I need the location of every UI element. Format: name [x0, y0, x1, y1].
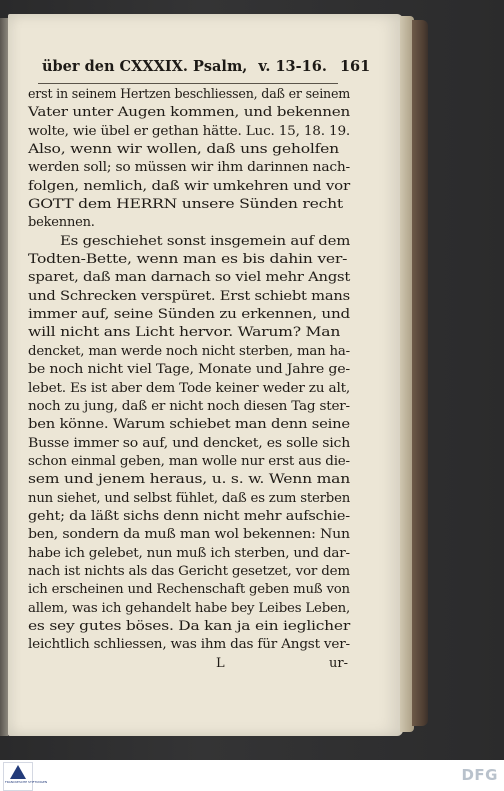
text-line: Busse immer so auf, und dencket, es solle sich — [28, 435, 351, 451]
logo-text: FRANCKESCHE STIFTUNGEN — [5, 780, 48, 784]
text-line: folgen, nemlich, daß wir umkehren und vor — [28, 178, 350, 194]
text-line: be noch nicht viel Tage, Monate und Jahre ge- — [28, 362, 351, 378]
page-foot — [28, 656, 348, 674]
signature-mark: L — [216, 656, 225, 671]
text-line: geht; da läßt sichs denn nicht mehr aufschie- — [28, 508, 350, 524]
franckesche-stiftungen-logo[interactable] — [3, 762, 48, 791]
text-line: bekennen. — [28, 215, 95, 231]
text-line: allem, was ich gehandelt habe bey Leibes Leben, — [28, 600, 351, 616]
viewer-footer — [0, 760, 504, 791]
text-line: dencket, man werde noch nicht sterben, man ha- — [28, 343, 350, 359]
text-line: und Schrecken verspüret. Erst schiebt mans — [28, 288, 350, 304]
text-line: nun siehet, und selbst fühlet, daß es zum sterben — [28, 490, 351, 506]
logo-emblem-icon — [10, 765, 26, 779]
text-line: will nicht ans Licht hervor. Warum? Man — [28, 325, 341, 341]
text-line: schon einmal geben, man wolle nur erst aus die- — [28, 453, 350, 469]
text-line: nach ist nichts als das Gericht gesetzet, vor dem — [28, 563, 350, 579]
book-page — [8, 14, 403, 736]
text-line: lebet. Es ist aber dem Tode keiner weder zu alt, — [28, 380, 351, 396]
book-cover-edge — [412, 20, 428, 726]
running-head — [42, 58, 371, 82]
text-line: werden soll; so müssen wir ihm darinnen nach- — [28, 160, 351, 176]
body-text — [28, 86, 351, 655]
text-line: habe ich gelebet, nun muß ich sterben, und dar- — [28, 545, 350, 561]
text-line: erst in seinem Hertzen beschliessen, daß er seinem — [28, 87, 351, 102]
page-number: 161 — [339, 58, 371, 75]
text-line: Todten-Bette, wenn man es bis dahin ver- — [28, 252, 348, 268]
text-line: ben, sondern da muß man wol bekennen: Nun — [28, 527, 350, 543]
text-line: sem und jenem heraus, u. s. w. Wenn man — [28, 472, 351, 488]
text-line: noch zu jung, daß er nicht noch diesen Tag ster- — [28, 398, 350, 414]
catchword: ur- — [329, 656, 348, 671]
running-head-verses: v. 13-16. — [258, 58, 327, 75]
text-line: ich erscheinen und Rechenschaft geben muß von — [28, 582, 350, 598]
facing-page-edge — [0, 18, 8, 736]
paragraph-start-line: Es geschiehet sonst insgemein auf dem — [60, 233, 351, 249]
running-head-title: über den CXXXIX. Psalm, — [42, 58, 248, 75]
dfg-logo[interactable]: DFG — [461, 766, 498, 784]
text-line: wolte, wie übel er gethan hätte. Luc. 15, 18. 19. — [28, 123, 351, 139]
text-line: Vater unter Augen kommen, und bekennen — [28, 105, 351, 121]
text-line: ben könne. Warum schiebet man denn seine — [28, 417, 350, 433]
header-rule — [38, 83, 338, 84]
text-line: GOTT dem HERRN unsere Sünden recht — [28, 197, 343, 213]
text-line: Also, wenn wir wollen, daß uns geholfen — [28, 142, 339, 158]
text-line: sparet, daß man darnach so viel mehr Angst — [28, 270, 351, 286]
text-line: es sey gutes böses. Da kan ja ein ieglicher — [28, 618, 351, 634]
text-line: leichtlich schliessen, was ihm das für Angst ver- — [28, 637, 350, 653]
text-line: immer auf, seine Sünden zu erkennen, und — [28, 307, 351, 323]
